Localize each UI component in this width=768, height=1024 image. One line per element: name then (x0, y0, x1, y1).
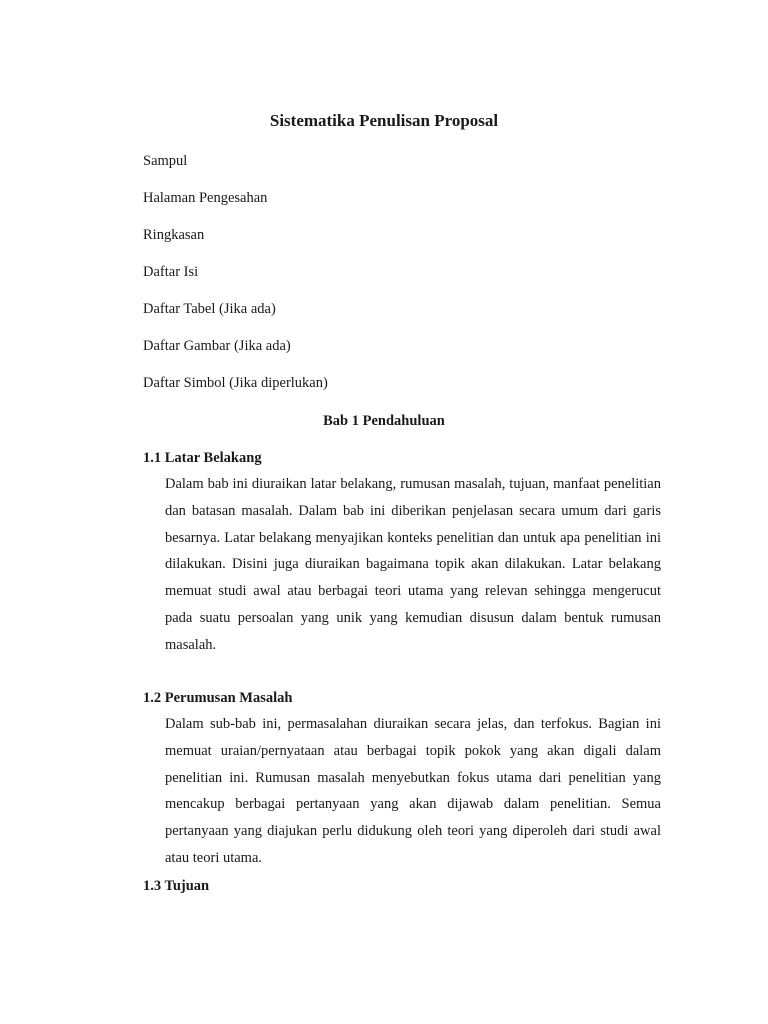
section-heading-perumusan-masalah: 1.2 Perumusan Masalah (143, 690, 293, 706)
front-matter-item-daftar-simbol: Daftar Simbol (Jika diperlukan) (143, 375, 328, 391)
section-heading-latar-belakang: 1.1 Latar Belakang (143, 450, 262, 466)
front-matter-item-sampul: Sampul (143, 153, 188, 169)
front-matter-item-daftar-tabel: Daftar Tabel (Jika ada) (143, 301, 276, 317)
front-matter-item-daftar-gambar: Daftar Gambar (Jika ada) (143, 338, 291, 354)
front-matter-item-halaman-pengesahan: Halaman Pengesahan (143, 190, 268, 206)
chapter-title: Bab 1 Pendahuluan (323, 413, 445, 429)
document-title: Sistematika Penulisan Proposal (269, 111, 499, 130)
front-matter-item-daftar-isi: Daftar Isi (143, 264, 199, 280)
front-matter-item-ringkasan: Ringkasan (143, 227, 205, 243)
section-heading-tujuan: 1.3 Tujuan (143, 878, 210, 894)
section-body-latar-belakang: Dalam bab ini diuraikan latar belakang, rumusan masalah, tujuan, manfaat penelitian dan batasan masalah. Dalam bab ini diberikan penjelasan secara umum dari garis besarnya. Latar belakang menyajikan konteks penelitian dan untuk apa penelitian ini dilakukan. Disini juga diuraikan bagaimana topik akan dilakukan. Latar belakang memuat studi awal atau berbagai teori utama yang relevan sehingga mengerucut pada suatu persoalan yang unik yang kemudian disusun dalam bentuk rumusan masalah. (165, 476, 661, 653)
section-body-perumusan-masalah: Dalam sub-bab ini, permasalahan diuraikan secara jelas, dan terfokus. Bagian ini memuat uraian/pernyataan atau berbagai topik pokok yang akan digali dalam penelitian ini. Rumusan masalah menyebutkan fokus utama dari penelitian yang mencakup berbagai pertanyaan yang akan dijawab dalam penelitian. Semua pertanyaan yang diajukan perlu didukung oleh teori yang diperoleh dari studi awal atau teori utama. (165, 716, 661, 866)
